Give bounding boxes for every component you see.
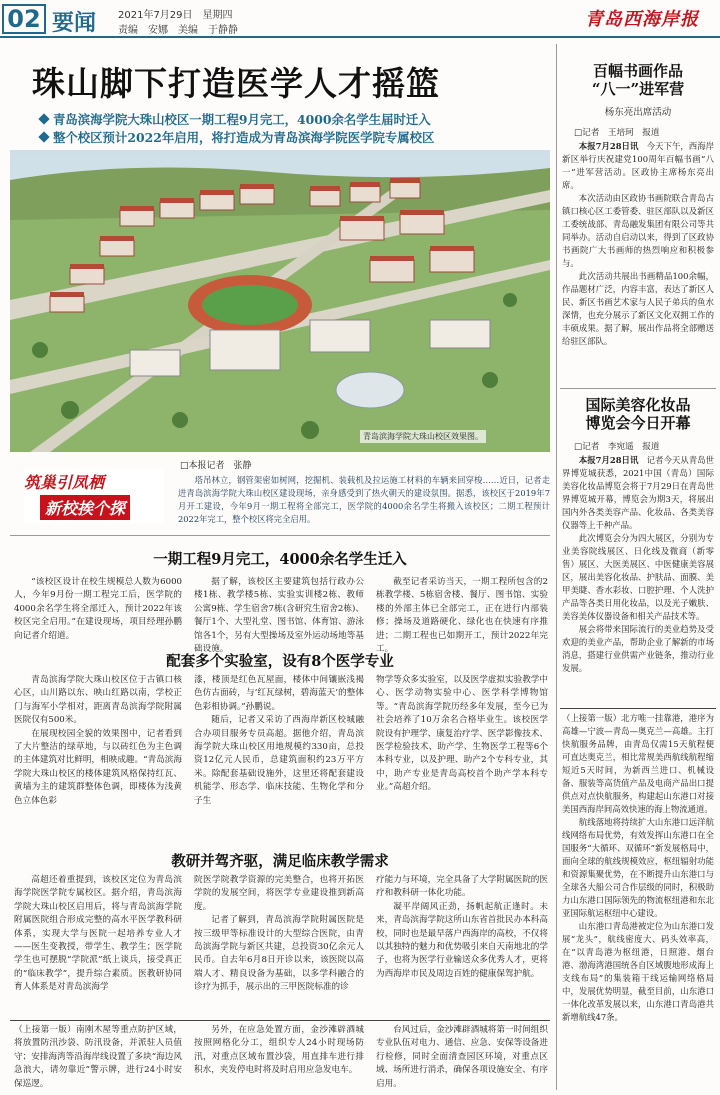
reporter-byline: □本报记者 张静 <box>180 461 252 471</box>
paragraph: 青岛滨海学院大珠山校区位于古镇口核心区，山川路以东、映山红路以南，学校正门与海军小学相对，距离青岛滨海学院附属医院仅有500米。 <box>14 675 182 726</box>
paragraph: 山东港口青岛港被定位为山东港口发展“龙头”，航线密度大、码头效率高，在“以青岛港为枢纽港，日照港、烟台港、渤海湾港国统各自区域腹地形成海上支线布局”的集装箱干线运输网络格局中，发展优势明显，截至目前，山东港口一体化改革发展以来，山东港口青岛港共新增航线47条。 <box>562 921 714 1022</box>
diamond-icon <box>38 131 49 142</box>
paragraph: 台风过后，金沙滩辟酒城将第一时间组织专业队伍对电力、通信、应急、安保等设备进行检修，同时全面清查园区环境，对重点区域、场所进行消杀，确保各项设施安全、有序启用。 <box>376 1025 548 1089</box>
subtitle-text: 整个校区预计2022年启用，将打造成为青岛滨海学院医学院专属校区 <box>53 130 435 145</box>
story1-byline: □记者 王培珂 报道 <box>574 128 660 138</box>
story1-title-line2: “八一”进军营 <box>591 80 685 98</box>
issue-date: 2021年7月29日 星期四 <box>118 10 233 21</box>
paragraph: 展会将带来国际流行的美业趋势及受欢迎的美业产品，帮助企业了解新的市场消息，搭建行业供需产业链条，推动行业发展。 <box>562 624 714 673</box>
photo-caption: 青岛滨海学院大珠山校区效果图。 <box>360 430 486 443</box>
dateline: 本报7月28日讯 <box>578 141 639 151</box>
divider <box>10 535 550 536</box>
story2-title-line2: 博览会今日开幕 <box>585 414 691 432</box>
section3-col2 <box>194 874 364 995</box>
paragraph: 疗能力与环境，完全具备了大学附属医院的医疗和教科研一体化功能。 <box>376 875 548 899</box>
continuation-col3 <box>376 1024 548 1091</box>
section-name: 要闻 <box>52 11 97 36</box>
paragraph: 截至记者采访当天，一期工程所包含的2栋教学楼、5栋宿舍楼、餐厅、图书馆、实验楼的外部主体已全部完工，正在进行内部装修；操场及道路硬化、绿化也在快速有序推进；二期工程也已如期开工，预计2022年完工。 <box>376 577 548 655</box>
subtitle-1 <box>40 110 560 128</box>
paragraph: （上接第一版）南刚木屋等重点防护区域，将放置防汛沙袋、防汛设备，并派驻人员值守；安排海湾等沿海岸线设置了多块“海边风急浪大，请勿靠近”警示牌，进行24小时安保巡逻。 <box>14 1025 182 1089</box>
story2-byline: □记者 李宛遥 报道 <box>574 442 660 452</box>
paragraph: 据了解，该校区主要建筑包括行政办公楼1栋、教学楼5栋、实验实训楼2栋、教师公寓9栋、学生宿舍7栋(含研究生宿舍2栋)、餐厅1个、大型礼堂、图书馆、体育馆、游泳馆各1个，另有大型操场及室外运动场地等基础设施。 <box>194 577 364 655</box>
paragraph: 随后，记者又采访了西海岸新区校城融合办项目服务专员高超。据他介绍，青岛滨海学院大珠山校区用地规模约330亩，总投资12亿元人民币，总建筑面积约23万平方米。除配套基础设施外，这里还将配套建设机能学、形态学、临床技能、生物化学和分子生 <box>194 715 364 806</box>
section2-col3 <box>376 674 548 795</box>
editor-credits: 责编 安娜 美编 于静静 <box>118 25 238 36</box>
paragraph: 在展现校园全貌的效果图中，记者看到了大片整洁的绿草地，与以砖红色为主色调的主体建筑对比鲜明，相映成趣。“青岛滨海学院大珠山校区的楼体建筑风格保持红瓦、黄墙为主的建筑群整体色调，即楼体为浅黄色立体色彩 <box>14 728 182 806</box>
paragraph: 凝平岸阔风正劲，扬帆起航正逢时。未来，青岛滨海学院这所山东省首批民办本科高校，同时也是最早落户西海岸的高校，不仅将以其独特的魅力和优势吸引来自天南地北的学子，也将为医学行业输送众多优秀人才，更将为西海岸市民及周边百姓的健康保驾护航。 <box>376 901 548 979</box>
diamond-icon <box>38 113 49 124</box>
continuation-col1 <box>14 1024 182 1091</box>
lead-paragraph <box>178 474 550 526</box>
divider <box>560 708 716 709</box>
section1-title: 一期工程9月完工，4000余名学生迁入 <box>153 551 407 568</box>
section3-col3 <box>376 874 548 981</box>
divider <box>560 388 716 389</box>
subtitle-2 <box>40 128 560 146</box>
dateline: 本报7月28日讯 <box>578 455 639 465</box>
section2-col2 <box>194 674 364 808</box>
story1-body <box>562 140 714 348</box>
paragraph: 另外，在应急处置方面，金沙滩辟酒城按照网格化分工，组织专人24小时现场防汛，对重点区域布置沙袋，用直排车进行排积水，夹发停电时将及时启用应急发电车。 <box>194 1025 364 1076</box>
column-divider <box>556 44 557 1090</box>
section3-col1 <box>14 874 182 995</box>
paragraph: 今天下午，西海岸新区举行庆祝建党100周年百幅书画“八一”进军营活动。区政协主席杨东亮出席。 <box>562 141 714 190</box>
section1-col3 <box>376 576 548 656</box>
paragraph: “该校区设计在校生规模总人数为6000人，今年9月份一期工程完工后，医学院的4000余名学生将全部迁入，预计2022年该校区完全启用。”在建设现场，项目经理孙鹏向记者介绍道。 <box>14 577 182 641</box>
paragraph: 记者了解到，青岛滨海学院附属医院是按三级甲等标准设计的大型综合医院，由青岛滨海学院与新区共建，总投资30亿余元人民币。自去年6月8日开诊以来，该医院以高端人才、精良设备为基础，以多学科融合的诊疗为抓手，展示出的三甲医院标准的诊 <box>194 915 364 993</box>
story1-title-line1: 百幅书画作品 <box>592 62 683 80</box>
section2-col1 <box>14 674 182 808</box>
continuation-col2 <box>194 1024 364 1078</box>
newspaper-logo: 青岛西海岸报 <box>585 9 699 30</box>
paragraph: 漆，楼顶是红色瓦屋面，楼体中间镶嵌浅褐色仿古面砖，与‘红瓦绿树，碧海蓝天’的整体色彩相协调。”孙鹏说。 <box>194 675 364 712</box>
campus-rendering-photo <box>10 150 550 452</box>
section2-title: 配套多个实验室，设有8个医学专业 <box>166 653 394 670</box>
section3-title: 教研并驾齐驱，满足临床教学需求 <box>171 853 389 870</box>
paragraph: 航线落地将持续扩大山东港口远洋航线网络布局优势，有效发挥山东港口在全国服务“大循环、双循环”新发展格局中，面向全球的航线规模效应，枢纽辐射功能和资源集聚优势，在不断提升山东港口与全球各大船公司合作层级的同时，积极助力山东港口国际领先的物流枢纽港和东北亚国际航运枢纽中心建设。 <box>562 817 714 918</box>
story3-body <box>562 712 714 1024</box>
story2-title-line1: 国际美容化妆品 <box>585 396 691 414</box>
paragraph: 本次活动由区政协书画院联合青岛古镇口核心区工委管委、驻区部队以及新区工委统战部、青岛融发集团有限公司等共同举办。活动自启动以来，得到了区政协书画院广大书画师的热烈响应和积极参与。 <box>562 193 714 268</box>
lead-text: 塔吊林立，钢管架密如树网，挖掘机、装载机及拉运施工材料的车辆来回穿梭……近日，记者走进青岛滨海学院大珠山校区建设现场，亲身感受到了热火朝天的建设氛围。据悉，该校区于2019年7月开工建设，今年9月一期工程将全部完工，医学院的4000余名学生将搬入该校区；二期工程预计2022年完工，整个校区将完全启用。 <box>178 475 550 524</box>
divider <box>10 1020 550 1021</box>
paragraph: 高超还着重提到，该校区定位为青岛滨海学院医学院专属校区。据介绍，青岛滨海学院大珠山校区启用后，将与青岛滨海学院附属医院组合形成完整的高水平医学教科研体系，实现大学与医院一起培养专业人才——医生变教授，带学生、教学生；医学院学生也可摆脱“学院派”纸上谈兵，接受真正的“临床教学”，提升综合素质。医教研协同育人体系是对青岛滨海学 <box>14 875 182 993</box>
story2-body <box>562 454 714 675</box>
story1-subhead: 杨东亮出席活动 <box>604 107 672 118</box>
paragraph: 记者今天从青岛世界博览城获悉，2021中国（青岛）国际美容化妆品博览会将于7月29日在青岛世界博览城开幕，博览会为期3天，将展出国内外各类美容产品、化妆品、各类美容仪器等上千种产品。 <box>562 455 714 530</box>
main-headline: 珠山脚下打造医学人才摇篮 <box>32 64 440 103</box>
series-logo-line1: 筑巢引凤栖 <box>24 473 105 492</box>
series-logo-line2: 新校挨个探 <box>40 495 130 520</box>
paragraph: 院医学院教学资源的完美整合，也将开拓医学院的发展空间，将医学专业建设推到新高度。 <box>194 875 364 912</box>
series-logo <box>24 470 164 522</box>
paragraph: （上接第一版）北方唯一挂靠港，港序为高雄—宁波—青岛—奥克兰—高雄。主打快航服务品牌，由青岛仅需15天航程便可直达奥克兰，相比常规美西航线航程缩短近5天时间，为新西兰进口、机械设备、服装等高货值产品及电商产品出口提供点对点快航服务，构建起山东港口对接美国西海岸间高效快速的海上物流通道。 <box>562 713 714 814</box>
page-number: 02 <box>2 4 46 34</box>
section1-col2 <box>194 576 364 656</box>
paragraph: 此次博览会分为四大展区，分别为专业美容院线展区、日化线及微商（新零售）展区、大医美展区、中医健康美容展区，展出美容化妆品、护肤品、面膜、美甲美睫、香水彩妆、口腔护理、个人洗护产品等各类日用化妆品，以及光子嫩肤、美容美体仪器设备和相关产品技术等。 <box>562 533 714 621</box>
section1-col1 <box>14 576 182 643</box>
campus-illustration <box>10 150 550 452</box>
paragraph: 物学等众多实验室，以及医学虚拟实验教学中心、医学动物实验中心、医学科学博物馆等。“青岛滨海学院历经多年发展，至今已为社会培养了10万余名合格毕业生。该校医学院设有护理学、康复治疗学、医学影像技术、医学检验技术、助产学、生物医学工程等6个本科专业，以及护理、助产2个专科专业，其中，助产专业是青岛高校首个助产学本科专业。”高超介绍。 <box>376 675 548 793</box>
paragraph: 此次活动共展出书画精品100余幅，作品题材广泛，内容丰富，表达了新区人民、新区书画艺术家与人民子弟兵的鱼水深情，也充分展示了新区文化双拥工作的丰硕成果。据了解，展出作品将全部赠送给驻区部队。 <box>562 271 714 346</box>
subtitle-text: 青岛滨海学院大珠山校区一期工程9月完工，4000余名学生届时迁入 <box>53 112 431 127</box>
